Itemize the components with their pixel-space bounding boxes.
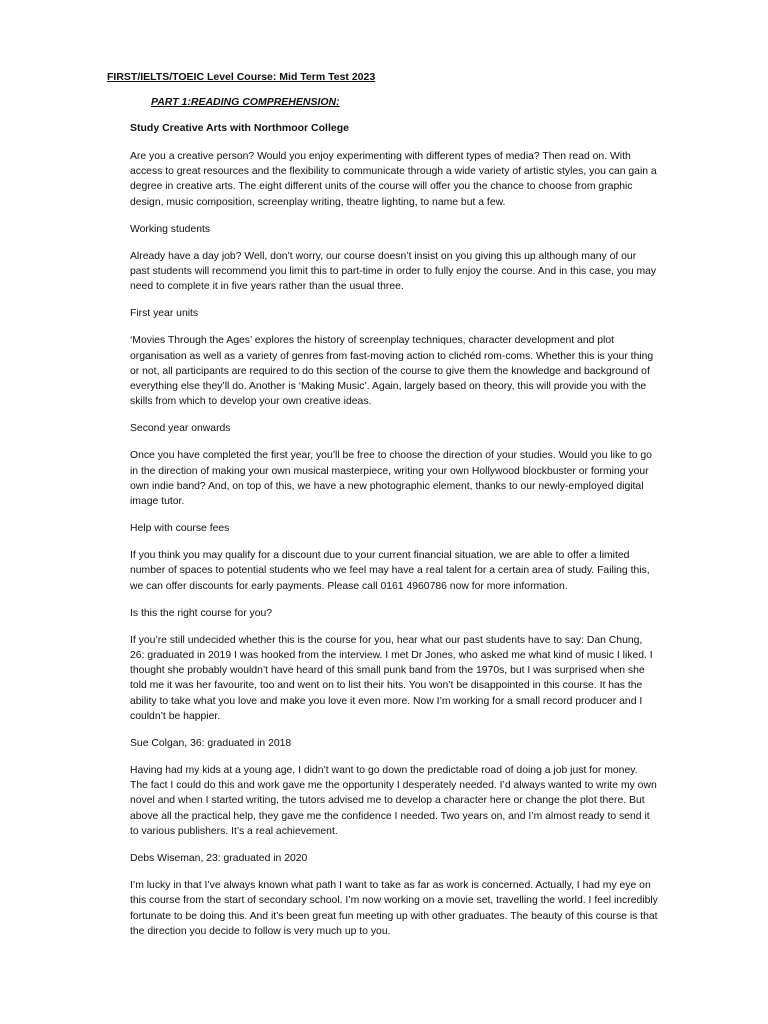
section-heading: First year units bbox=[130, 308, 199, 320]
body-paragraph: I’m lucky in that I’ve always known what path I want to take as far as work is concerned. Actually, I had my eye on this course from the start of secondary school. I’m now working on a movie set, travelling the world. I feel incredibly fortunate to be doing this. And it’s been great fun meeting up with other graduates. The beauty of this course is that the direction you decide to follow is very much up to you. bbox=[130, 880, 658, 937]
section-heading: Debs Wiseman, 23: graduated in 2020 bbox=[130, 853, 308, 865]
section-heading: Is this the right course for you? bbox=[130, 607, 273, 619]
body-paragraph: Having had my kids at a young age, I didn’t want to go down the predictable road of doing a job just for money. The fact I could do this and work gave me the opportunity I desperately needed. I’d always wanted to write my own novel and when I started writing, the tutors advised me to develop a character here or change the plot there. But above all the practical help, they gave me the confidence I needed. Two years on, and I’m almost ready to send it to various publishers. It’s a real achievement. bbox=[130, 765, 657, 837]
part-title: PART 1:READING COMPREHENSION: bbox=[151, 96, 340, 108]
section-heading: Help with course fees bbox=[130, 523, 230, 535]
document-body bbox=[130, 121, 658, 951]
body-paragraph: Already have a day job? Well, don’t worry, our course doesn’t insist on you giving this up although many of our past students will recommend you limit this to part-time in order to fully enjoy the course. And in this case, you may need to complete it in five years rather than the usual three. bbox=[130, 250, 657, 293]
section-heading: Second year onwards bbox=[130, 423, 231, 435]
body-paragraph: If you’re still undecided whether this is the course for you, hear what our past students have to say: Dan Chung, 26: graduated in 2019 I was hooked from the interview. I met Dr Jones, who asked me what kind of music I liked. I thought she probably wouldn’t have heard of this small punk band from the 1970s, but I was surprised when she told me it was her favourite, too and went on to list their hits. You won’t be disappointed in this course. It has the ability to take what you love and make you love it even more. Now I’m working for a small record producer and I couldn’t be happier. bbox=[130, 634, 653, 722]
section-heading: Working students bbox=[130, 223, 211, 235]
body-paragraph: If you think you may qualify for a discount due to your current financial situation, we are able to offer a limited number of spaces to potential students who we feel may have a real talent for a certain area of study. Failing this, we can offer discounts for early payments. Please call 0161 4960786 now for more information. bbox=[130, 550, 650, 592]
article-title: Study Creative Arts with Northmoor College bbox=[130, 122, 349, 134]
body-paragraph: Once you have completed the first year, you’ll be free to choose the direction of your studies. Would you like to go in the direction of making your own musical masterpiece, writing your own Hollywood blockbuster or forming your own indie band? And, on top of this, we have a new photographic element, thanks to our newly-employed digital image tutor. bbox=[130, 450, 652, 508]
section-heading: Sue Colgan, 36: graduated in 2018 bbox=[130, 738, 292, 750]
body-paragraph: ‘Movies Through the Ages’ explores the history of screenplay techniques, character development and plot organisation as well as a variety of genres from fast-moving action to clichéd rom-coms. Whether this is your thing or not, all participants are required to do this section of the course to give them the knowledge and background of everything else they’ll do. Another is ‘Making Music’. Again, largely based on theory, this will provide you with the skills from which to develop your own creative ideas. bbox=[130, 335, 654, 408]
document-title: FIRST/IELTS/TOEIC Level Course: Mid Term Test 2023 bbox=[107, 71, 376, 83]
body-paragraph: Are you a creative person? Would you enjoy experimenting with different types of media? Then read on. With access to great resources and the flexibility to communicate through a wide variety of artistic styles, you can gain a degree in creative arts. The eight different units of the course will offer you the chance to choose from graphic design, music composition, screenplay writing, theatre lighting, to name but a few. bbox=[130, 151, 657, 208]
article-blocks bbox=[130, 149, 658, 939]
